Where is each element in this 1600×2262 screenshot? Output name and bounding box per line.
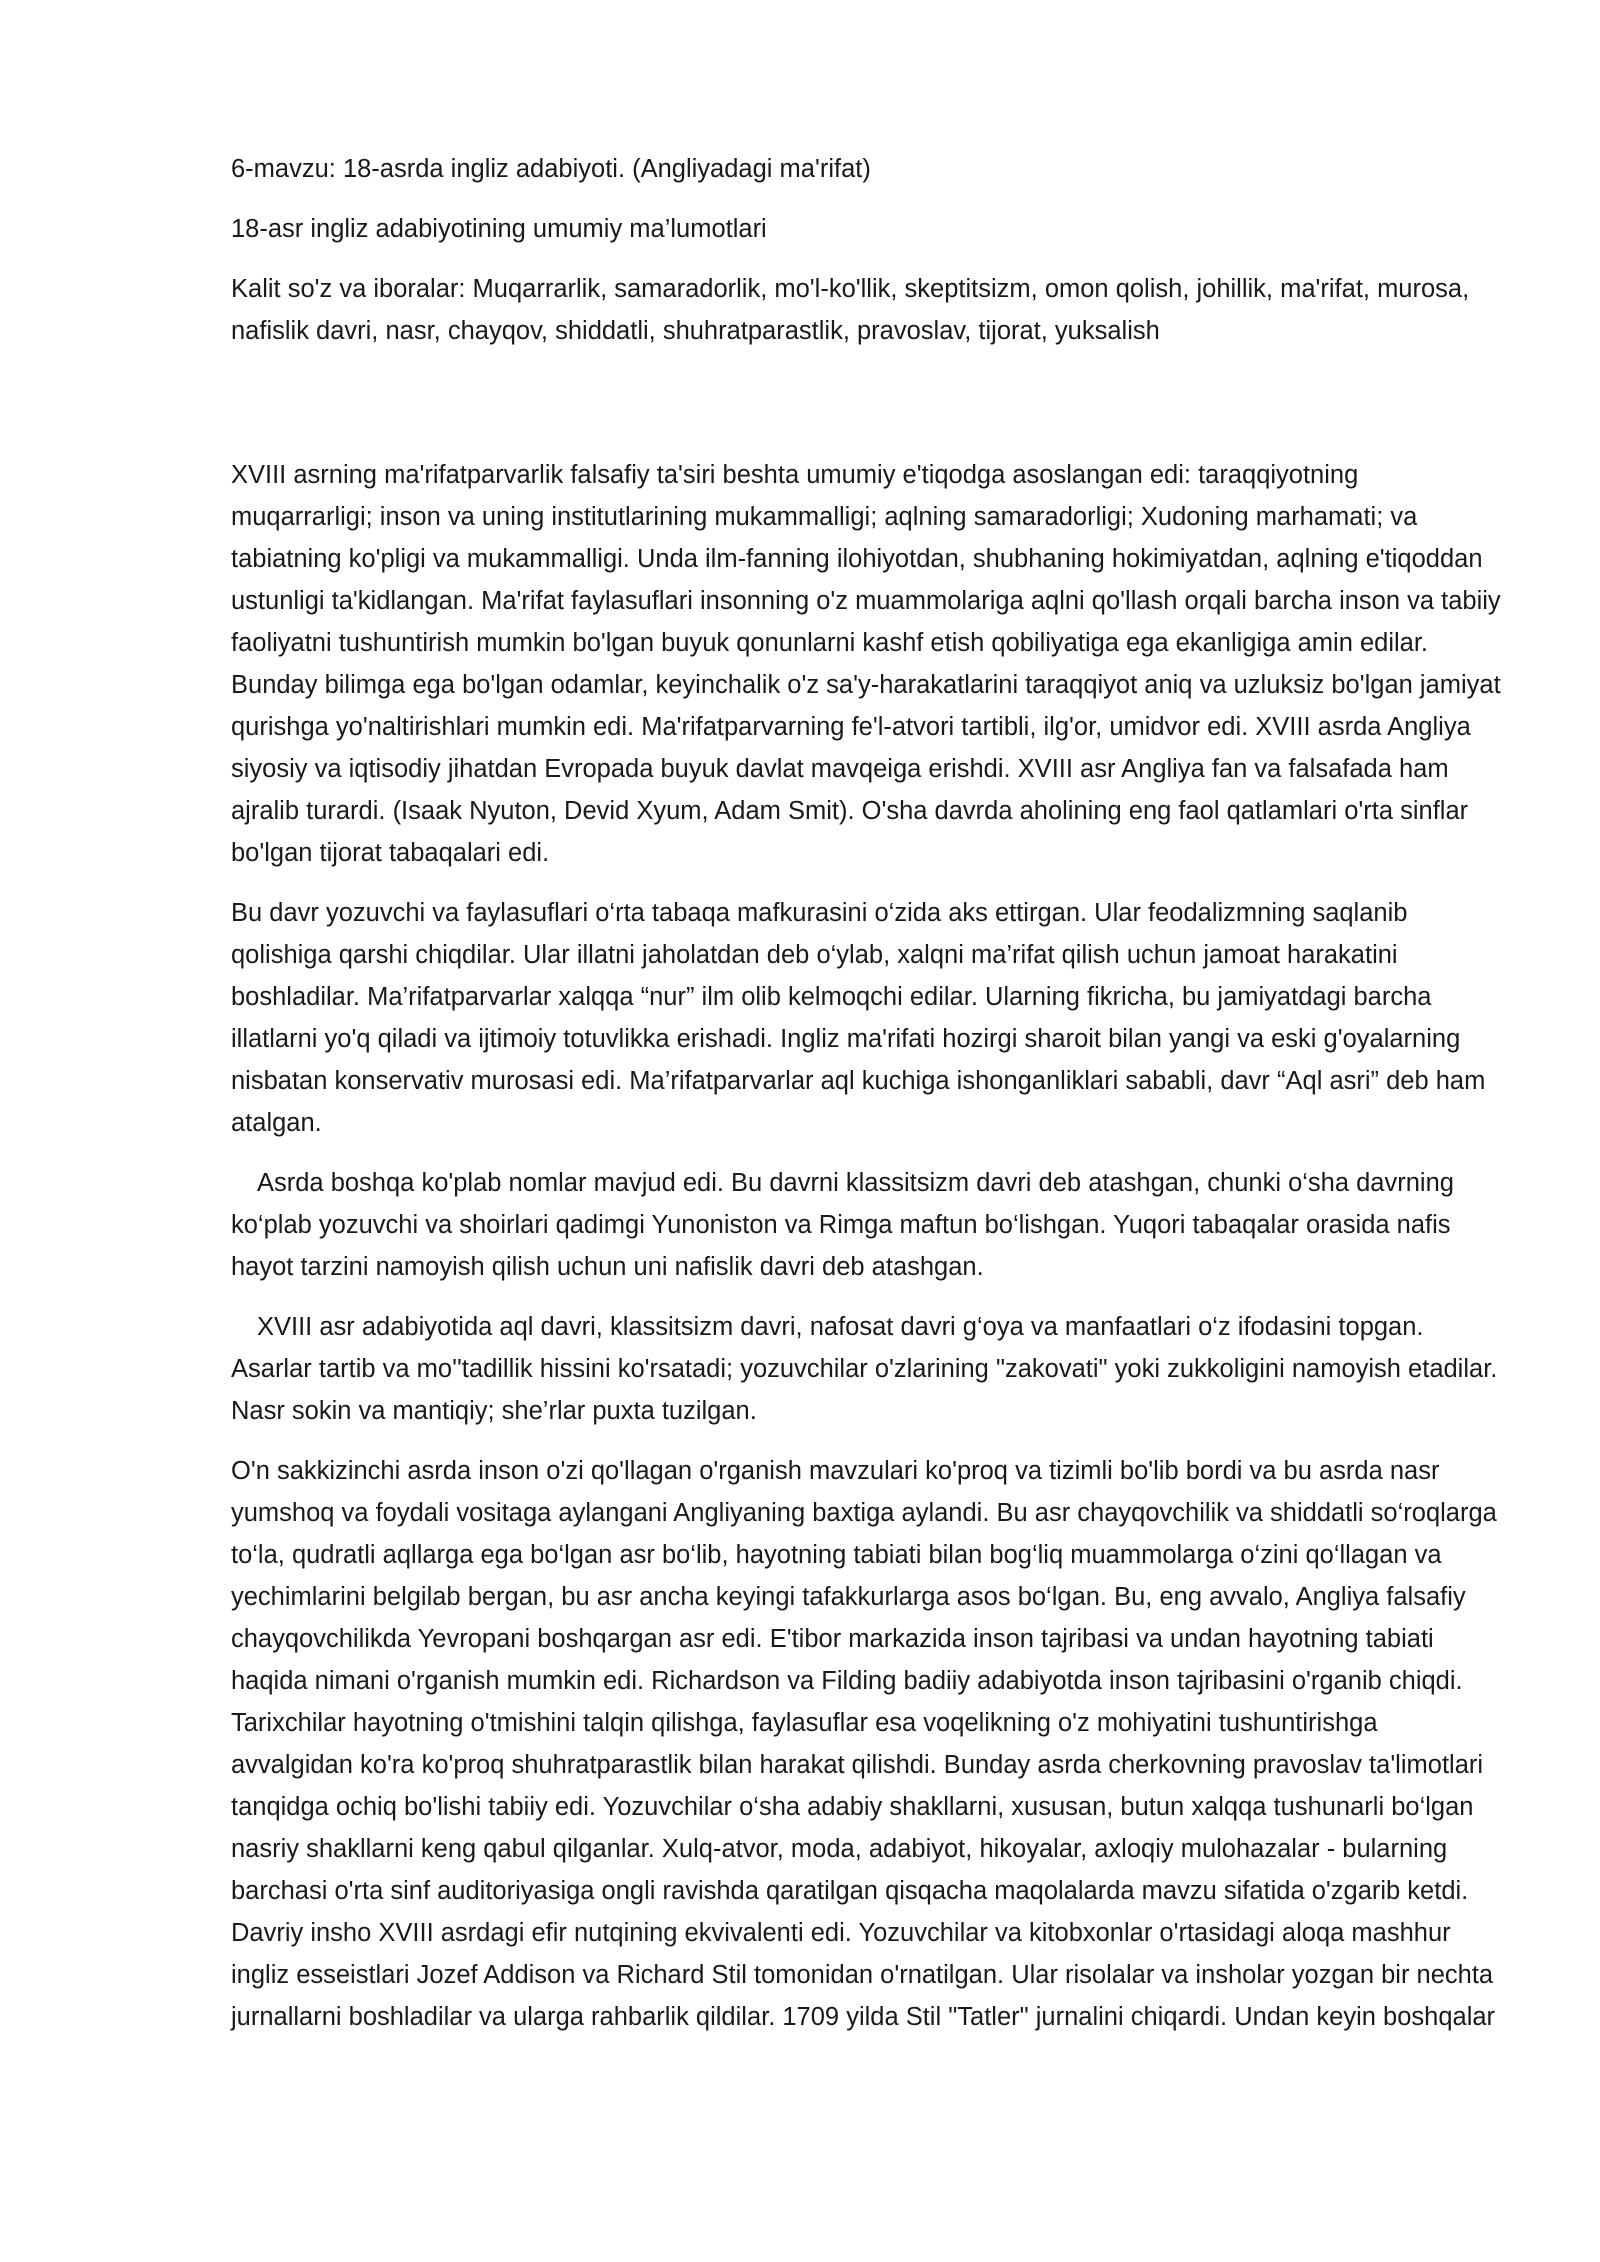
keywords-paragraph: Kalit so'z va iboralar: Muqarrarlik, samaradorlik, mo'l-ko'llik, skeptitsizm, omon qolish, johillik, ma'rifat, murosa, nafislik davri, nasr, chayqov, shiddatli, shuhratparastlik, pravoslav, tijorat, yuksalish [231, 275, 1470, 345]
document-body [231, 148, 1503, 2056]
body-paragraph-5: O'n sakkizinchi asrda inson o'zi qo'llagan o'rganish mavzulari ko'proq va tizimli bo'lib bordi va bu asrda nasr yumshoq va foydali vositaga aylangani Angliyaning baxtiga aylandi. Bu asr chayqovchilik va shiddatli so‘roqlarga to‘la, qudratli aqllarga ega bo‘lgan asr bo‘lib, hayotning tabiati bilan bog‘liq muammolarga o‘zini qo‘llagan va yechimlarini belgilab bergan, bu asr ancha keyingi tafakkurlarga asos bo‘lgan. Bu, eng avvalo, Angliya falsafiy chayqovchilikda Yevropani boshqargan asr edi. E'tibor markazida inson tajribasi va undan hayotning tabiati haqida nimani o'rganish mumkin edi. Richardson va Filding badiiy adabiyotda inson tajribasini o'rganib chiqdi. Tarixchilar hayotning o'tmishini talqin qilishga, faylasuflar esa voqelikning o'z mohiyatini tushuntirishga avvalgidan ko'ra ko'proq shuhratparastlik bilan harakat qilishdi. Bunday asrda cherkovning pravoslav ta'limotlari tanqidga ochiq bo'lishi tabiiy edi. Yozuvchilar o‘sha adabiy shakllarni, xususan, butun xalqqa tushunarli bo‘lgan nasriy shakllarni keng qabul qilganlar. Xulq-atvor, moda, adabiyot, hikoyalar, axloqiy mulohazalar - bularning barchasi o'rta sinf auditoriyasiga ongli ravishda qaratilgan qisqacha maqolalarda mavzu sifatida o'zgarib ketdi. Davriy insho XVIII asrdagi efir nutqining ekvivalenti edi. Yozuvchilar va kitobxonlar o'rtasidagi aloqa mashhur ingliz esseistlari Jozef Addison va Richard Stil tomonidan o'rnatilgan. Ular risolalar va insholar yozgan bir nechta jurnallarni boshladilar va ularga rahbarlik qildilar. 1709 yilda Stil "Tatler" jurnalini chiqardi. Undan keyin boshqalar [231, 1457, 1497, 2031]
document-subtitle: 18-asr ingliz adabiyotining umumiy ma’lumotlari [231, 215, 767, 243]
body-paragraph-4: XVIII asr adabiyotida aql davri, klassitsizm davri, nafosat davri g‘oya va manfaatlari o‘z ifodasini topgan. Asarlar tartib va mo''tadillik hissini ko'rsatadi; yozuvchilar o'zlarining "zakovati" yoki zukkoligini namoyish etadilar. Nasr sokin va mantiqiy; she’rlar puxta tuzilgan. [231, 1313, 1498, 1425]
body-paragraph-2: Bu davr yozuvchi va faylasuflari o‘rta tabaqa mafkurasini o‘zida aks ettirgan. Ular feodalizmning saqlanib qolishiga qarshi chiqdilar. Ular illatni jaholatdan deb o‘ylab, xalqni ma’rifat qilish uchun jamoat harakatini boshladilar. Ma’rifatparvarlar xalqqa “nur” ilm olib kelmoqchi edilar. Ularning fikricha, bu jamiyatdagi barcha illatlarni yo'q qiladi va ijtimoiy totuvlikka erishadi. Ingliz ma'rifati hozirgi sharoit bilan yangi va eski g'oyalarning nisbatan konservativ murosasi edi. Ma’rifatparvarlar aql kuchiga ishonganliklari sababli, davr “Aql asri” deb ham atalgan. [231, 899, 1486, 1137]
body-paragraph-3: Asrda boshqa ko'plab nomlar mavjud edi. Bu davrni klassitsizm davri deb atashgan, chunki o‘sha davrning ko‘plab yozuvchi va shoirlari qadimgi Yunoniston va Rimga maftun bo‘lishgan. Yuqori tabaqalar orasida nafis hayot tarzini namoyish qilish uchun uni nafislik davri deb atashgan. [231, 1169, 1454, 1281]
body-paragraph-1: XVIII asrning ma'rifatparvarlik falsafiy ta'siri beshta umumiy e'tiqodga asoslangan edi: taraqqiyotning muqarrarligi; inson va uning institutlarining mukammalligi; aqlning samaradorligi; Xudoning marhamati; va tabiatning ko'pligi va mukammalligi. Unda ilm-fanning ilohiyotdan, shubhaning hokimiyatdan, aqlning e'tiqoddan ustunligi ta'kidlangan. Ma'rifat faylasuflari insonning o'z muammolariga aqlni qo'llash orqali barcha inson va tabiiy faoliyatni tushuntirish mumkin bo'lgan buyuk qonunlarni kashf etish qobiliyatiga ega ekanligiga amin edilar. Bunday bilimga ega bo'lgan odamlar, keyinchalik o'z sa'y-harakatlarini taraqqiyot aniq va uzluksiz bo'lgan jamiyat qurishga yo'naltirishlari mumkin edi. Ma'rifatparvarning fe'l-atvori tartibli, ilg'or, umidvor edi. XVIII asrda Angliya siyosiy va iqtisodiy jihatdan Evropada buyuk davlat mavqeiga erishdi. XVIII asr Angliya fan va falsafada ham ajralib turardi. (Isaak Nyuton, Devid Xyum, Adam Smit). O'sha davrda aholining eng faol qatlamlari o'rta sinflar bo'lgan tijorat tabaqalari edi. [231, 461, 1501, 867]
document-title: 6-mavzu: 18-asrda ingliz adabiyoti. (Angliyadagi ma'rifat) [231, 155, 871, 183]
